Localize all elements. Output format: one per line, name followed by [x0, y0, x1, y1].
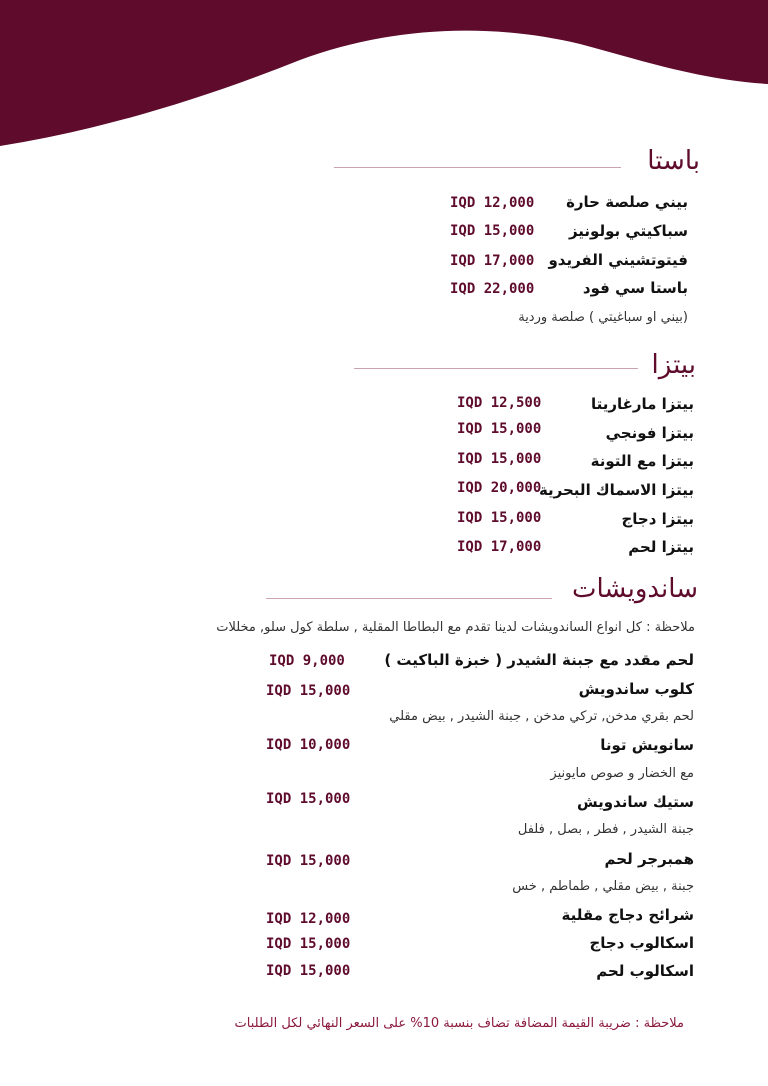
menu-item-name: اسكالوب دجاج: [589, 934, 694, 952]
section-title-pasta: باستا: [647, 146, 700, 176]
pasta-note: (بيني او سباغيتي ) صلصة وردية: [518, 310, 688, 325]
menu-item-name: كلوب ساندويش: [578, 680, 694, 698]
menu-item-name: بيتزا دجاج: [621, 510, 694, 528]
menu-item-name: بيتزا مارغاريتا: [590, 395, 694, 413]
menu-item-price: IQD 20,000: [457, 480, 542, 496]
menu-item-price: IQD 15,000: [266, 683, 351, 699]
menu-item-name: بيتزا مع التونة: [590, 452, 694, 470]
menu-item-name: ستيك ساندويش: [576, 793, 694, 811]
menu-item-name: شرائح دجاج مقلية: [561, 906, 694, 924]
menu-item-price: IQD 15,000: [266, 791, 351, 807]
vat-note: ملاحظة : ضريبة القيمة المضافة تضاف بنسبة 10% على السعر النهائي لكل الطلبات: [234, 1016, 684, 1031]
menu-item-desc: مع الخضار و صوص مايونيز: [550, 766, 694, 781]
menu-item-price: IQD 22,000: [450, 281, 535, 297]
menu-item-name: اسكالوب لحم: [596, 962, 694, 980]
menu-item-name: سانويش تونا: [600, 736, 694, 754]
menu-item-price: IQD 9,000: [269, 653, 345, 669]
section-title-sandwiches: ساندويشات: [572, 574, 698, 604]
pasta-divider: [334, 167, 621, 168]
menu-item-name: بيني صلصة حارة: [566, 193, 688, 211]
menu-item-name: بيتزا الاسماك البحرية: [538, 481, 694, 499]
menu-item-price: IQD 12,000: [266, 911, 351, 927]
menu-item-price: IQD 15,000: [266, 936, 351, 952]
pizza-divider: [354, 368, 638, 369]
menu-item-name: لحم مقدد مع جبنة الشيدر ( خبزة الباكيت ): [384, 651, 694, 669]
menu-item-price: IQD 15,000: [266, 853, 351, 869]
menu-item-name: همبرجر لحم: [604, 850, 694, 868]
menu-item-price: IQD 15,000: [457, 421, 542, 437]
menu-item-price: IQD 15,000: [457, 451, 542, 467]
menu-item-price: IQD 15,000: [450, 223, 535, 239]
sandwiches-note: ملاحظة : كل انواع الساندويشات لدينا تقدم مع البطاطا المقلية , سلطة كول سلو, مخللات: [216, 620, 695, 635]
sandwiches-divider: [266, 598, 552, 599]
menu-item-price: IQD 15,000: [266, 963, 351, 979]
menu-item-name: سباكيتي بولونيز: [568, 222, 688, 240]
menu-item-price: IQD 12,500: [457, 395, 542, 411]
menu-item-price: IQD 17,000: [457, 539, 542, 555]
menu-item-price: IQD 15,000: [457, 510, 542, 526]
menu-item-price: IQD 12,000: [450, 195, 535, 211]
header-wave: [0, 0, 768, 160]
menu-item-name: بيتزا لحم: [628, 538, 694, 556]
menu-item-desc: جبنة الشيدر , فطر , بصل , فلفل: [517, 822, 694, 837]
section-title-pizza: بيتزا: [651, 350, 696, 380]
menu-item-name: فيتوتشيني الفريدو: [548, 251, 688, 269]
menu-item-price: IQD 17,000: [450, 253, 535, 269]
menu-item-desc: لحم بقري مدخن, تركي مدخن , جبنة الشيدر , بيض مقلي: [389, 709, 694, 724]
menu-item-name: بيتزا فونجي: [605, 424, 694, 442]
menu-item-price: IQD 10,000: [266, 737, 351, 753]
menu-item-name: باستا سي فود: [582, 279, 688, 297]
menu-item-desc: جبنة , بيض مقلي , طماطم , خس: [512, 879, 694, 894]
